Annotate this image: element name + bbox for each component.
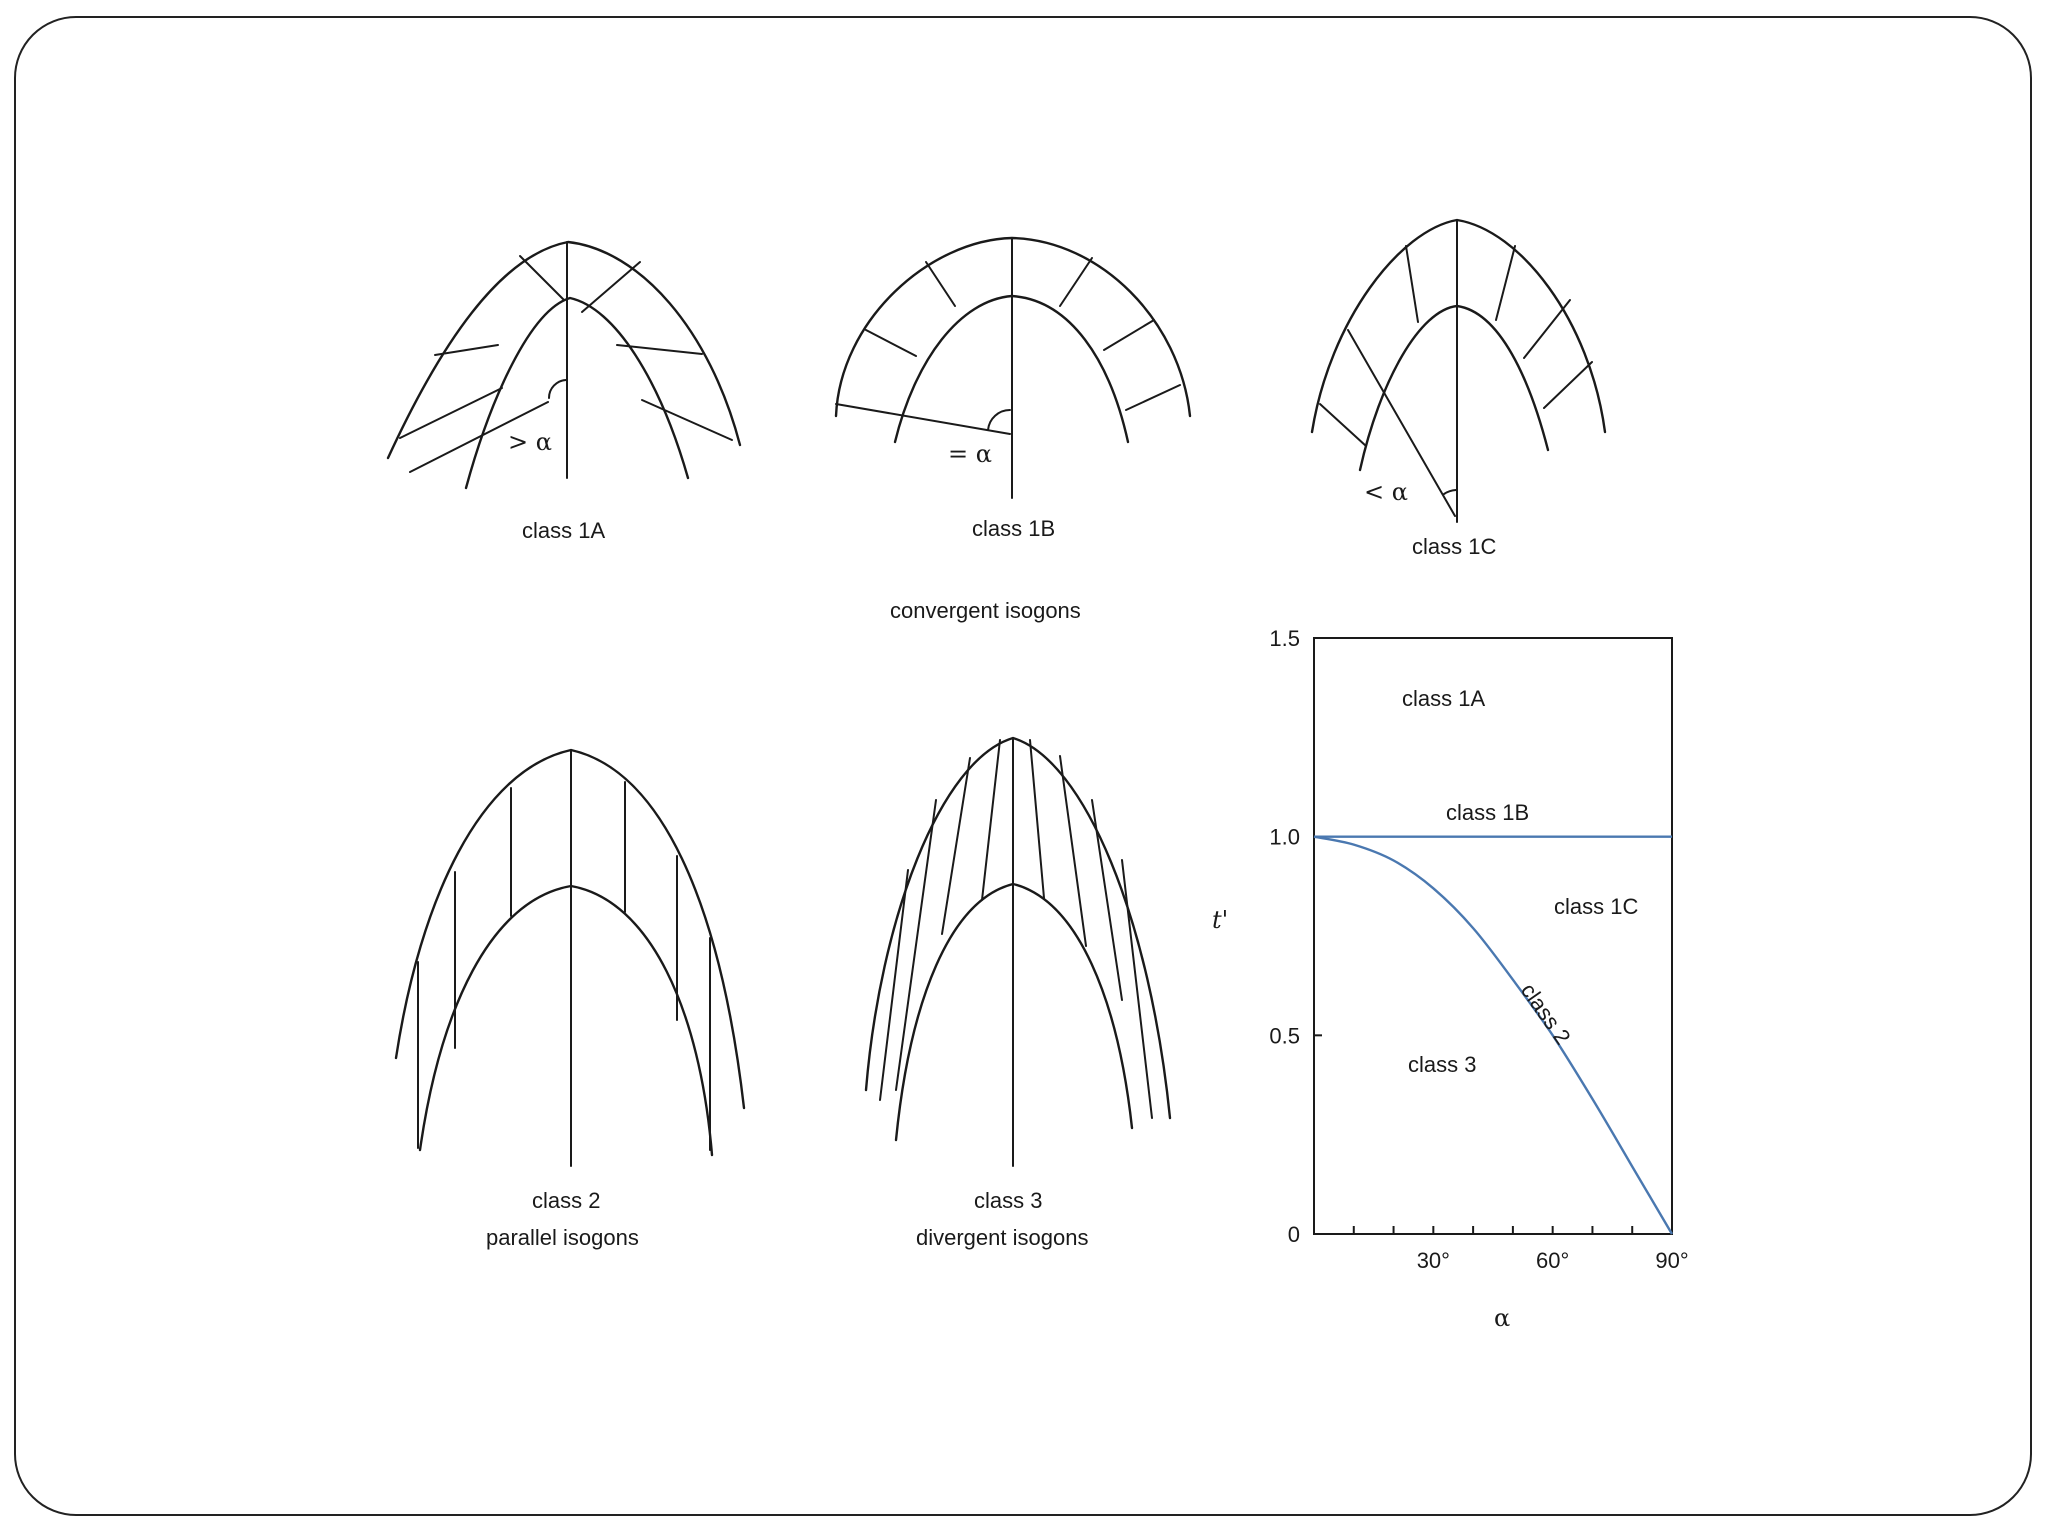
angle-label: < α	[1364, 478, 1408, 506]
axis-ticks	[1269, 626, 1688, 1273]
angle-arc	[1444, 490, 1456, 494]
region-label-class-1c: class 1C	[1554, 894, 1639, 919]
isogon	[582, 262, 640, 312]
fold-diagram-class-1a	[388, 242, 740, 543]
angle-arc	[988, 410, 1010, 430]
panel-caption: divergent isogons	[916, 1225, 1089, 1250]
inner-fold-surface	[466, 298, 688, 488]
x-tick-label: 30°	[1416, 1248, 1450, 1273]
y-tick-label: 1.0	[1269, 824, 1300, 850]
isogon	[642, 400, 732, 440]
curve-label-class-2: class 2	[1515, 978, 1576, 1049]
isogon	[836, 404, 1010, 434]
y-tick-label: 0.5	[1269, 1023, 1300, 1049]
fold-diagram-class-3	[866, 738, 1170, 1250]
inner-fold-surface	[1360, 306, 1548, 470]
isogon	[982, 740, 1000, 900]
panel-label: class 1C	[1412, 534, 1497, 559]
outer-fold-surface	[866, 738, 1170, 1118]
isogon	[1092, 800, 1122, 1000]
isogon	[1320, 404, 1366, 446]
fold-diagram-class-1b	[836, 238, 1190, 541]
convergent-isogons-caption: convergent isogons	[890, 598, 1081, 623]
isogon	[896, 800, 936, 1090]
panel-caption: parallel isogons	[486, 1225, 639, 1250]
isogon-class-chart	[1212, 626, 1689, 1332]
isogon	[1544, 362, 1592, 408]
inner-fold-surface	[420, 886, 712, 1155]
isogon	[1030, 740, 1044, 898]
isogon	[1524, 300, 1570, 358]
isogon	[1104, 320, 1154, 350]
isogon	[926, 262, 955, 306]
outer-fold-surface	[388, 242, 740, 458]
curve-label-class-1b: class 1B	[1446, 800, 1530, 825]
panel-label: class 2	[532, 1188, 601, 1213]
panel-label: class 1A	[522, 518, 606, 543]
isogon	[1122, 860, 1152, 1118]
panel-label: class 3	[974, 1188, 1043, 1213]
isogon	[880, 870, 908, 1100]
x-tick-label: 90°	[1655, 1248, 1689, 1273]
region-label-class-1a: class 1A	[1402, 686, 1486, 711]
isogon	[866, 330, 916, 356]
isogon	[400, 388, 502, 438]
y-tick-label: 0	[1287, 1222, 1300, 1247]
angle-label: = α	[948, 440, 992, 468]
fold-diagram-class-1c	[1312, 220, 1605, 559]
x-tick-label: 60°	[1536, 1248, 1570, 1273]
isogon	[1496, 246, 1515, 320]
angle-label: > α	[508, 428, 552, 456]
outer-fold-surface	[1312, 220, 1605, 432]
y-tick-label: 1.5	[1269, 626, 1300, 651]
angle-arc	[549, 380, 566, 398]
isogon	[1060, 258, 1092, 306]
region-label-class-3: class 3	[1408, 1052, 1477, 1077]
panel-label: class 1B	[972, 516, 1056, 541]
y-axis-label: t'	[1212, 906, 1229, 934]
x-axis-label: α	[1494, 1304, 1511, 1332]
isogon	[520, 256, 564, 300]
isogon	[617, 345, 702, 354]
isogon	[1126, 385, 1180, 410]
fold-diagram-class-2	[396, 750, 744, 1250]
isogon	[1406, 246, 1418, 322]
